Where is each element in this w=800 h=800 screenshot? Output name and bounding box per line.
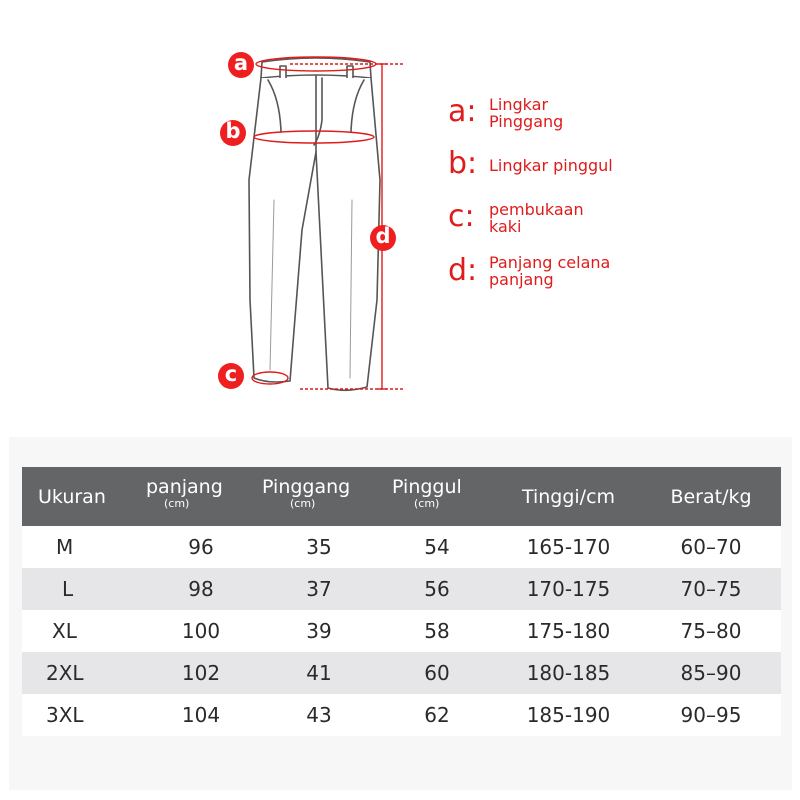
cell-panjang: 100 bbox=[142, 610, 260, 652]
legend-text-a: Lingkar Pinggang bbox=[489, 95, 564, 131]
cell-pinggul: 62 bbox=[378, 694, 496, 736]
header-tinggi bbox=[496, 467, 641, 526]
cell-pinggang: 39 bbox=[260, 610, 378, 652]
header-ukuran bbox=[22, 467, 142, 526]
header-label: Berat/kg bbox=[670, 485, 752, 508]
legend-text-c: pembukaan kaki bbox=[489, 200, 584, 236]
cell-pinggang: 41 bbox=[260, 652, 378, 694]
cell-pinggang: 35 bbox=[260, 526, 378, 568]
table-row bbox=[22, 610, 781, 652]
table-row bbox=[22, 526, 781, 568]
size-table bbox=[22, 467, 781, 736]
size-table-panel bbox=[9, 437, 792, 790]
marker-d: d bbox=[370, 225, 396, 251]
cell-berat: 60–70 bbox=[641, 526, 781, 568]
cell-pinggul: 58 bbox=[378, 610, 496, 652]
header-pinggul bbox=[378, 467, 496, 526]
header-label: Ukuran bbox=[38, 485, 106, 508]
cell-pinggang: 37 bbox=[260, 568, 378, 610]
cell-tinggi: 165-170 bbox=[496, 526, 641, 568]
header-label: Tinggi/cm bbox=[521, 485, 616, 508]
cell-panjang: 102 bbox=[142, 652, 260, 694]
cell-pinggul: 60 bbox=[378, 652, 496, 694]
header-panjang bbox=[142, 467, 260, 526]
cell-pinggul: 54 bbox=[378, 526, 496, 568]
marker-a: a bbox=[228, 52, 254, 78]
cell-size: 3XL bbox=[22, 694, 142, 736]
cell-panjang: 96 bbox=[142, 526, 260, 568]
cell-panjang: 98 bbox=[142, 568, 260, 610]
header-pinggang bbox=[260, 467, 378, 526]
cell-pinggang: 43 bbox=[260, 694, 378, 736]
cell-tinggi: 185-190 bbox=[496, 694, 641, 736]
legend-text-b: Lingkar pinggul bbox=[489, 156, 613, 175]
header-unit: (cm) bbox=[164, 496, 190, 510]
legend-letter-c: c: bbox=[448, 199, 475, 234]
cell-pinggul: 56 bbox=[378, 568, 496, 610]
header-unit: (cm) bbox=[290, 496, 316, 510]
marker-b: b bbox=[220, 120, 246, 146]
cell-berat: 75–80 bbox=[641, 610, 781, 652]
header-label: Pinggul bbox=[392, 475, 462, 498]
cell-size: XL bbox=[22, 610, 142, 652]
marker-c: c bbox=[218, 363, 244, 389]
cell-berat: 85–90 bbox=[641, 652, 781, 694]
cell-panjang: 104 bbox=[142, 694, 260, 736]
header-label: panjang bbox=[146, 475, 223, 498]
header-label: Pinggang bbox=[262, 475, 351, 498]
cell-berat: 70–75 bbox=[641, 568, 781, 610]
cell-tinggi: 180-185 bbox=[496, 652, 641, 694]
legend-letter-a: a: bbox=[448, 94, 477, 129]
table-row bbox=[22, 568, 781, 610]
cell-size: M bbox=[22, 526, 142, 568]
cell-size: 2XL bbox=[22, 652, 142, 694]
cell-size: L bbox=[22, 568, 142, 610]
cell-tinggi: 175-180 bbox=[496, 610, 641, 652]
header-berat bbox=[641, 467, 781, 526]
table-row bbox=[22, 694, 781, 736]
legend-text-d: Panjang celana panjang bbox=[489, 253, 611, 289]
legend-letter-b: b: bbox=[448, 146, 478, 181]
table-header-row bbox=[22, 467, 781, 526]
table-row bbox=[22, 652, 781, 694]
header-unit: (cm) bbox=[414, 496, 440, 510]
cell-tinggi: 170-175 bbox=[496, 568, 641, 610]
legend-letter-d: d: bbox=[448, 253, 478, 288]
cell-berat: 90–95 bbox=[641, 694, 781, 736]
